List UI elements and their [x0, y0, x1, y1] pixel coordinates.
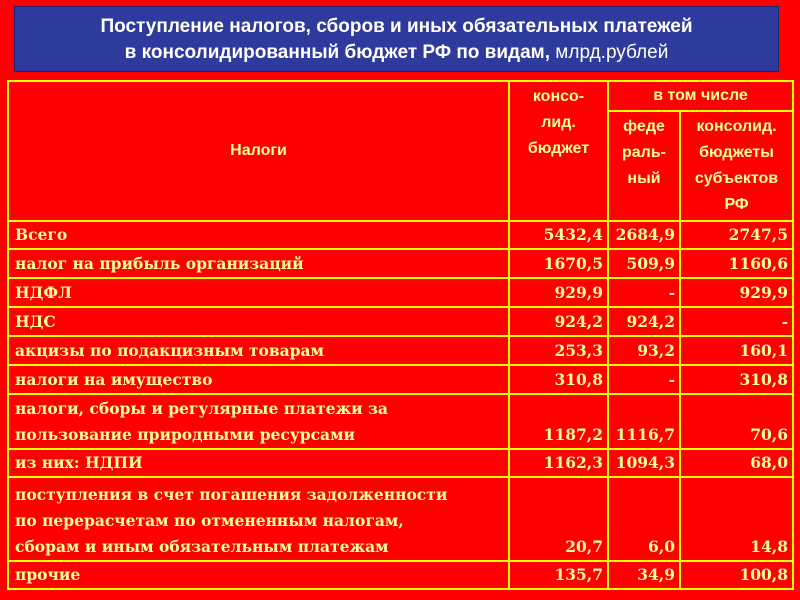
table-row — [8, 365, 793, 394]
header-including: в том числе — [608, 81, 793, 111]
cell-regional: 68,0 — [680, 449, 793, 477]
header-consolidated — [509, 81, 608, 221]
title-line-2-text: в консолидированный бюджет РФ по видам, — [124, 42, 551, 63]
table-row — [8, 307, 793, 336]
table-row — [8, 561, 793, 589]
header-consolidated-line: консо- — [532, 88, 585, 105]
cell-consolidated: 929,9 — [509, 278, 608, 307]
cell-consolidated: 1162,3 — [509, 449, 608, 477]
cell-regional: 310,8 — [680, 365, 793, 394]
header-federal-line: феде — [623, 118, 665, 135]
row-label-line: пользование природными ресурсами — [15, 425, 356, 444]
slide-title — [14, 6, 779, 72]
cell-regional: 100,8 — [680, 561, 793, 589]
cell-federal: 1094,3 — [608, 449, 680, 477]
cell-regional: 14,8 — [680, 477, 793, 561]
row-label-line: сборам и иным обязательным платежам — [15, 537, 389, 556]
header-regional-line: консолид. — [696, 118, 777, 135]
row-label-line: по перерасчетам по отмененным налогам, — [15, 511, 404, 530]
header-consolidated-line: лид. — [541, 114, 576, 131]
table-row — [8, 477, 793, 561]
header-regional-line: РФ — [724, 196, 749, 213]
header-federal — [608, 111, 680, 221]
cell-regional: 2747,5 — [680, 221, 793, 249]
cell-federal: - — [608, 365, 680, 394]
cell-regional: 70,6 — [680, 394, 793, 449]
row-label: НДС — [8, 307, 509, 336]
header-consolidated-line: бюджет — [527, 140, 590, 157]
row-label: акцизы по подакцизным товарам — [8, 336, 509, 365]
row-label: прочие — [8, 561, 509, 589]
header-federal-line: ный — [627, 170, 661, 187]
cell-federal: - — [608, 278, 680, 307]
cell-federal: 6,0 — [608, 477, 680, 561]
row-label — [8, 477, 509, 561]
tax-revenue-table — [7, 80, 794, 590]
table-row — [8, 249, 793, 278]
title-line-2 — [15, 40, 778, 66]
row-label: налоги на имущество — [8, 365, 509, 394]
cell-consolidated: 253,3 — [509, 336, 608, 365]
cell-consolidated: 1670,5 — [509, 249, 608, 278]
cell-consolidated: 20,7 — [509, 477, 608, 561]
header-regional — [680, 111, 793, 221]
cell-federal: 34,9 — [608, 561, 680, 589]
cell-regional: 929,9 — [680, 278, 793, 307]
header-federal-line: раль- — [622, 144, 666, 161]
cell-federal: 1116,7 — [608, 394, 680, 449]
table-row — [8, 278, 793, 307]
cell-regional: 1160,6 — [680, 249, 793, 278]
row-label: из них: НДПИ — [8, 449, 509, 477]
title-line-1: Поступление налогов, сборов и иных обязательных платежей — [100, 16, 693, 37]
header-regional-line: бюджеты — [699, 144, 774, 161]
cell-federal: 93,2 — [608, 336, 680, 365]
cell-federal: 2684,9 — [608, 221, 680, 249]
cell-consolidated: 310,8 — [509, 365, 608, 394]
header-regional-line: субъектов — [694, 170, 779, 187]
cell-consolidated: 5432,4 — [509, 221, 608, 249]
cell-federal: 509,9 — [608, 249, 680, 278]
cell-consolidated: 924,2 — [509, 307, 608, 336]
table-row — [8, 336, 793, 365]
cell-regional: 160,1 — [680, 336, 793, 365]
table-row — [8, 449, 793, 477]
header-taxes: Налоги — [8, 81, 509, 221]
row-label-line: налоги, сборы и регулярные платежи за — [15, 399, 388, 418]
table-row — [8, 394, 793, 449]
title-unit: млрд.рублей — [555, 42, 669, 63]
row-label: НДФЛ — [8, 278, 509, 307]
cell-regional: - — [680, 307, 793, 336]
row-label — [8, 394, 509, 449]
row-label: Всего — [8, 221, 509, 249]
table-row — [8, 221, 793, 249]
row-label-line: поступления в счет погашения задолженности — [15, 485, 448, 504]
row-label: налог на прибыль организаций — [8, 249, 509, 278]
cell-federal: 924,2 — [608, 307, 680, 336]
cell-consolidated: 1187,2 — [509, 394, 608, 449]
cell-consolidated: 135,7 — [509, 561, 608, 589]
